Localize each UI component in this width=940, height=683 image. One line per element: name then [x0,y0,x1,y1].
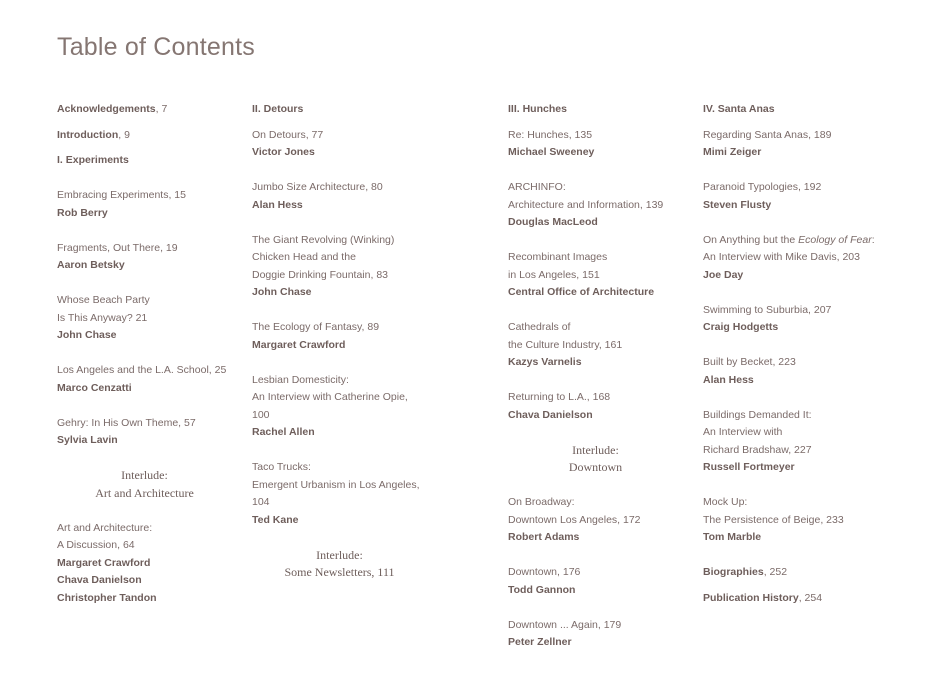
section-heading [508,101,698,119]
entry-author: Kazys Varnelis [508,356,582,368]
entry-title: Doggie Drinking Fountain, 83 [252,268,388,281]
interlude-heading[interactable] [252,547,427,582]
entry-title: ARCHINFO: [508,181,566,193]
entry-title [703,232,893,250]
section-title: III. Hunches [508,103,567,115]
entry-title: Regarding Santa Anas, 189 [703,128,832,141]
entry-author: Michael Sweeney [508,146,595,158]
entry-title: Architecture and Information, 139 [508,198,664,211]
entry-page: , 254 [798,591,823,604]
section-title: IV. Santa Anas [703,103,775,115]
toc-column-2 [252,101,442,599]
entry-title: Re: Hunches, 135 [508,128,593,141]
entry-author: Victor Jones [252,146,315,158]
entry-author: Craig Hodgetts [703,321,779,333]
toc-entry[interactable] [508,389,698,424]
entry-title: Embracing Experiments, 15 [57,189,186,201]
toc-entry[interactable] [252,127,442,162]
section-heading [57,152,247,170]
entry-title: The Giant Revolving (Winking) [252,233,395,246]
entry-author: Margaret Crawford [252,338,346,351]
entry-label: Acknowledgements [57,103,156,115]
entry-title: 104 [252,496,270,508]
entry-title: Built by Becket, 223 [703,356,796,368]
toc-entry[interactable] [57,292,247,345]
toc-entry[interactable] [252,319,442,354]
entry-author: Alan Hess [703,373,754,386]
entry-title: Swimming to Suburbia, 207 [703,303,832,316]
entry-title: The Ecology of Fantasy, 89 [252,321,380,333]
entry-author: Tom Marble [703,531,762,543]
entry-author: Russell Fortmeyer [703,461,795,473]
toc-entry[interactable] [57,240,247,275]
entry-title: Jumbo Size Architecture, 80 [252,181,383,193]
entry-author: Chava Danielson [57,574,142,586]
entry-title: Downtown, 176 [508,566,581,578]
entry-title: Downtown Los Angeles, 172 [508,513,641,526]
toc-entry[interactable] [703,302,893,337]
section-heading [252,101,442,119]
entry-title: An Interview with [703,426,783,438]
entry-author: Robert Adams [508,531,580,543]
toc-entry[interactable] [703,407,893,477]
entry-author: Steven Flusty [703,198,772,211]
entry-title: A Discussion, 64 [57,539,135,551]
entry-title: Chicken Head and the [252,251,356,263]
section-title: II. Detours [252,103,304,115]
toc-entry[interactable] [252,179,442,214]
entry-author: Marco Cenzatti [57,381,132,394]
toc-entry[interactable] [252,372,442,442]
toc-column-4 [703,101,893,615]
entry-page: , 9 [118,128,130,141]
entry-title-suffix: : [871,233,875,246]
interlude-heading[interactable] [508,442,683,477]
entry-author: Mimi Zeiger [703,146,762,158]
entry-title: Gehry: In His Own Theme, 57 [57,416,196,429]
toc-entry[interactable] [252,459,442,529]
entry-title: Whose Beach Party [57,294,150,306]
entry-author: John Chase [252,286,312,298]
entry-title: Mock Up: [703,496,748,508]
toc-entry-acknowledgements[interactable] [57,101,247,119]
toc-entry[interactable] [703,179,893,214]
entry-title: Buildings Demanded It: [703,408,812,421]
entry-label: Publication History [703,591,799,604]
entry-author: Chava Danielson [508,408,593,421]
entry-title: The Persistence of Beige, 233 [703,513,844,526]
toc-entry-publication-history[interactable] [703,590,893,608]
entry-title: Cathedrals of [508,321,571,333]
entry-author: Aaron Betsky [57,259,125,271]
toc-column-3 [508,101,698,669]
entry-title: Paranoid Typologies, 192 [703,181,822,193]
entry-title: Richard Bradshaw, 227 [703,443,812,456]
entry-author: Douglas MacLeod [508,216,598,228]
interlude-title: Art and Architecture [95,485,194,500]
page-title: Table of Contents [57,33,255,61]
entry-title-italic: Ecology of Fear [798,233,872,246]
toc-entry[interactable] [57,520,247,608]
toc-entry[interactable] [57,187,247,222]
entry-author: Rob Berry [57,206,108,219]
entry-author: Christopher Tandon [57,591,157,604]
entry-title-prefix: On Anything but the [703,233,799,246]
entry-title: Recombinant Images [508,251,608,263]
entry-label: Introduction [57,128,119,141]
section-title: I. Experiments [57,154,129,166]
entry-author: Central Office of Architecture [508,286,655,298]
entry-author: Peter Zellner [508,636,572,648]
entry-author: John Chase [57,329,117,341]
toc-entry[interactable] [57,362,247,397]
entry-page: , 252 [763,566,788,578]
entry-label: Biographies [703,566,764,578]
entry-title: Fragments, Out There, 19 [57,241,178,254]
entry-title: the Culture Industry, 161 [508,338,623,351]
toc-entry[interactable] [508,494,698,547]
interlude-title: Downtown [568,460,623,474]
entry-author: Todd Gannon [508,583,576,596]
toc-entry[interactable] [508,564,698,599]
entry-title: Art and Architecture: [57,521,153,534]
entry-author: Margaret Crawford [57,556,151,569]
toc-entry[interactable] [508,617,698,652]
toc-entry[interactable] [703,494,893,547]
toc-entry[interactable] [508,127,698,162]
entry-title: Returning to L.A., 168 [508,391,611,403]
entry-title: On Broadway: [508,496,575,508]
entry-page: , 7 [155,103,168,115]
interlude-heading[interactable] [57,467,232,502]
entry-title: Los Angeles and the L.A. School, 25 [57,364,227,376]
entry-author: Alan Hess [252,198,303,211]
entry-title: Is This Anyway? 21 [57,311,148,324]
entry-title: An Interview with Mike Davis, 203 [703,251,860,263]
toc-entry[interactable] [703,354,893,389]
entry-title: On Detours, 77 [252,128,324,141]
toc-entry[interactable] [57,415,247,450]
section-heading [703,101,893,119]
toc-entry-biographies[interactable] [703,564,893,582]
interlude-label: Interlude: [316,547,363,562]
toc-entry[interactable] [703,232,893,285]
toc-entry-introduction[interactable] [57,127,247,145]
entry-author: Rachel Allen [252,426,315,438]
toc-entry[interactable] [703,127,893,162]
entry-title: 100 [252,408,270,421]
entry-author: Ted Kane [252,513,299,526]
entry-title: in Los Angeles, 151 [508,268,600,281]
toc-entry[interactable] [252,232,442,302]
entry-title: Lesbian Domesticity: [252,373,349,386]
toc-entry[interactable] [508,179,698,232]
entry-title: Emergent Urbanism in Los Angeles, [252,478,420,491]
entry-author: Sylvia Lavin [57,434,118,446]
entry-title: Downtown ... Again, 179 [508,618,622,631]
entry-author: Joe Day [703,268,744,281]
toc-entry[interactable] [508,319,698,372]
interlude-label: Interlude: [121,468,168,482]
toc-column-1 [57,101,247,625]
interlude-label: Interlude: [572,442,619,457]
toc-entry[interactable] [508,249,698,302]
interlude-title: Some Newsletters, 111 [284,565,395,579]
entry-title: Taco Trucks: [252,461,311,473]
entry-title: An Interview with Catherine Opie, [252,391,408,403]
